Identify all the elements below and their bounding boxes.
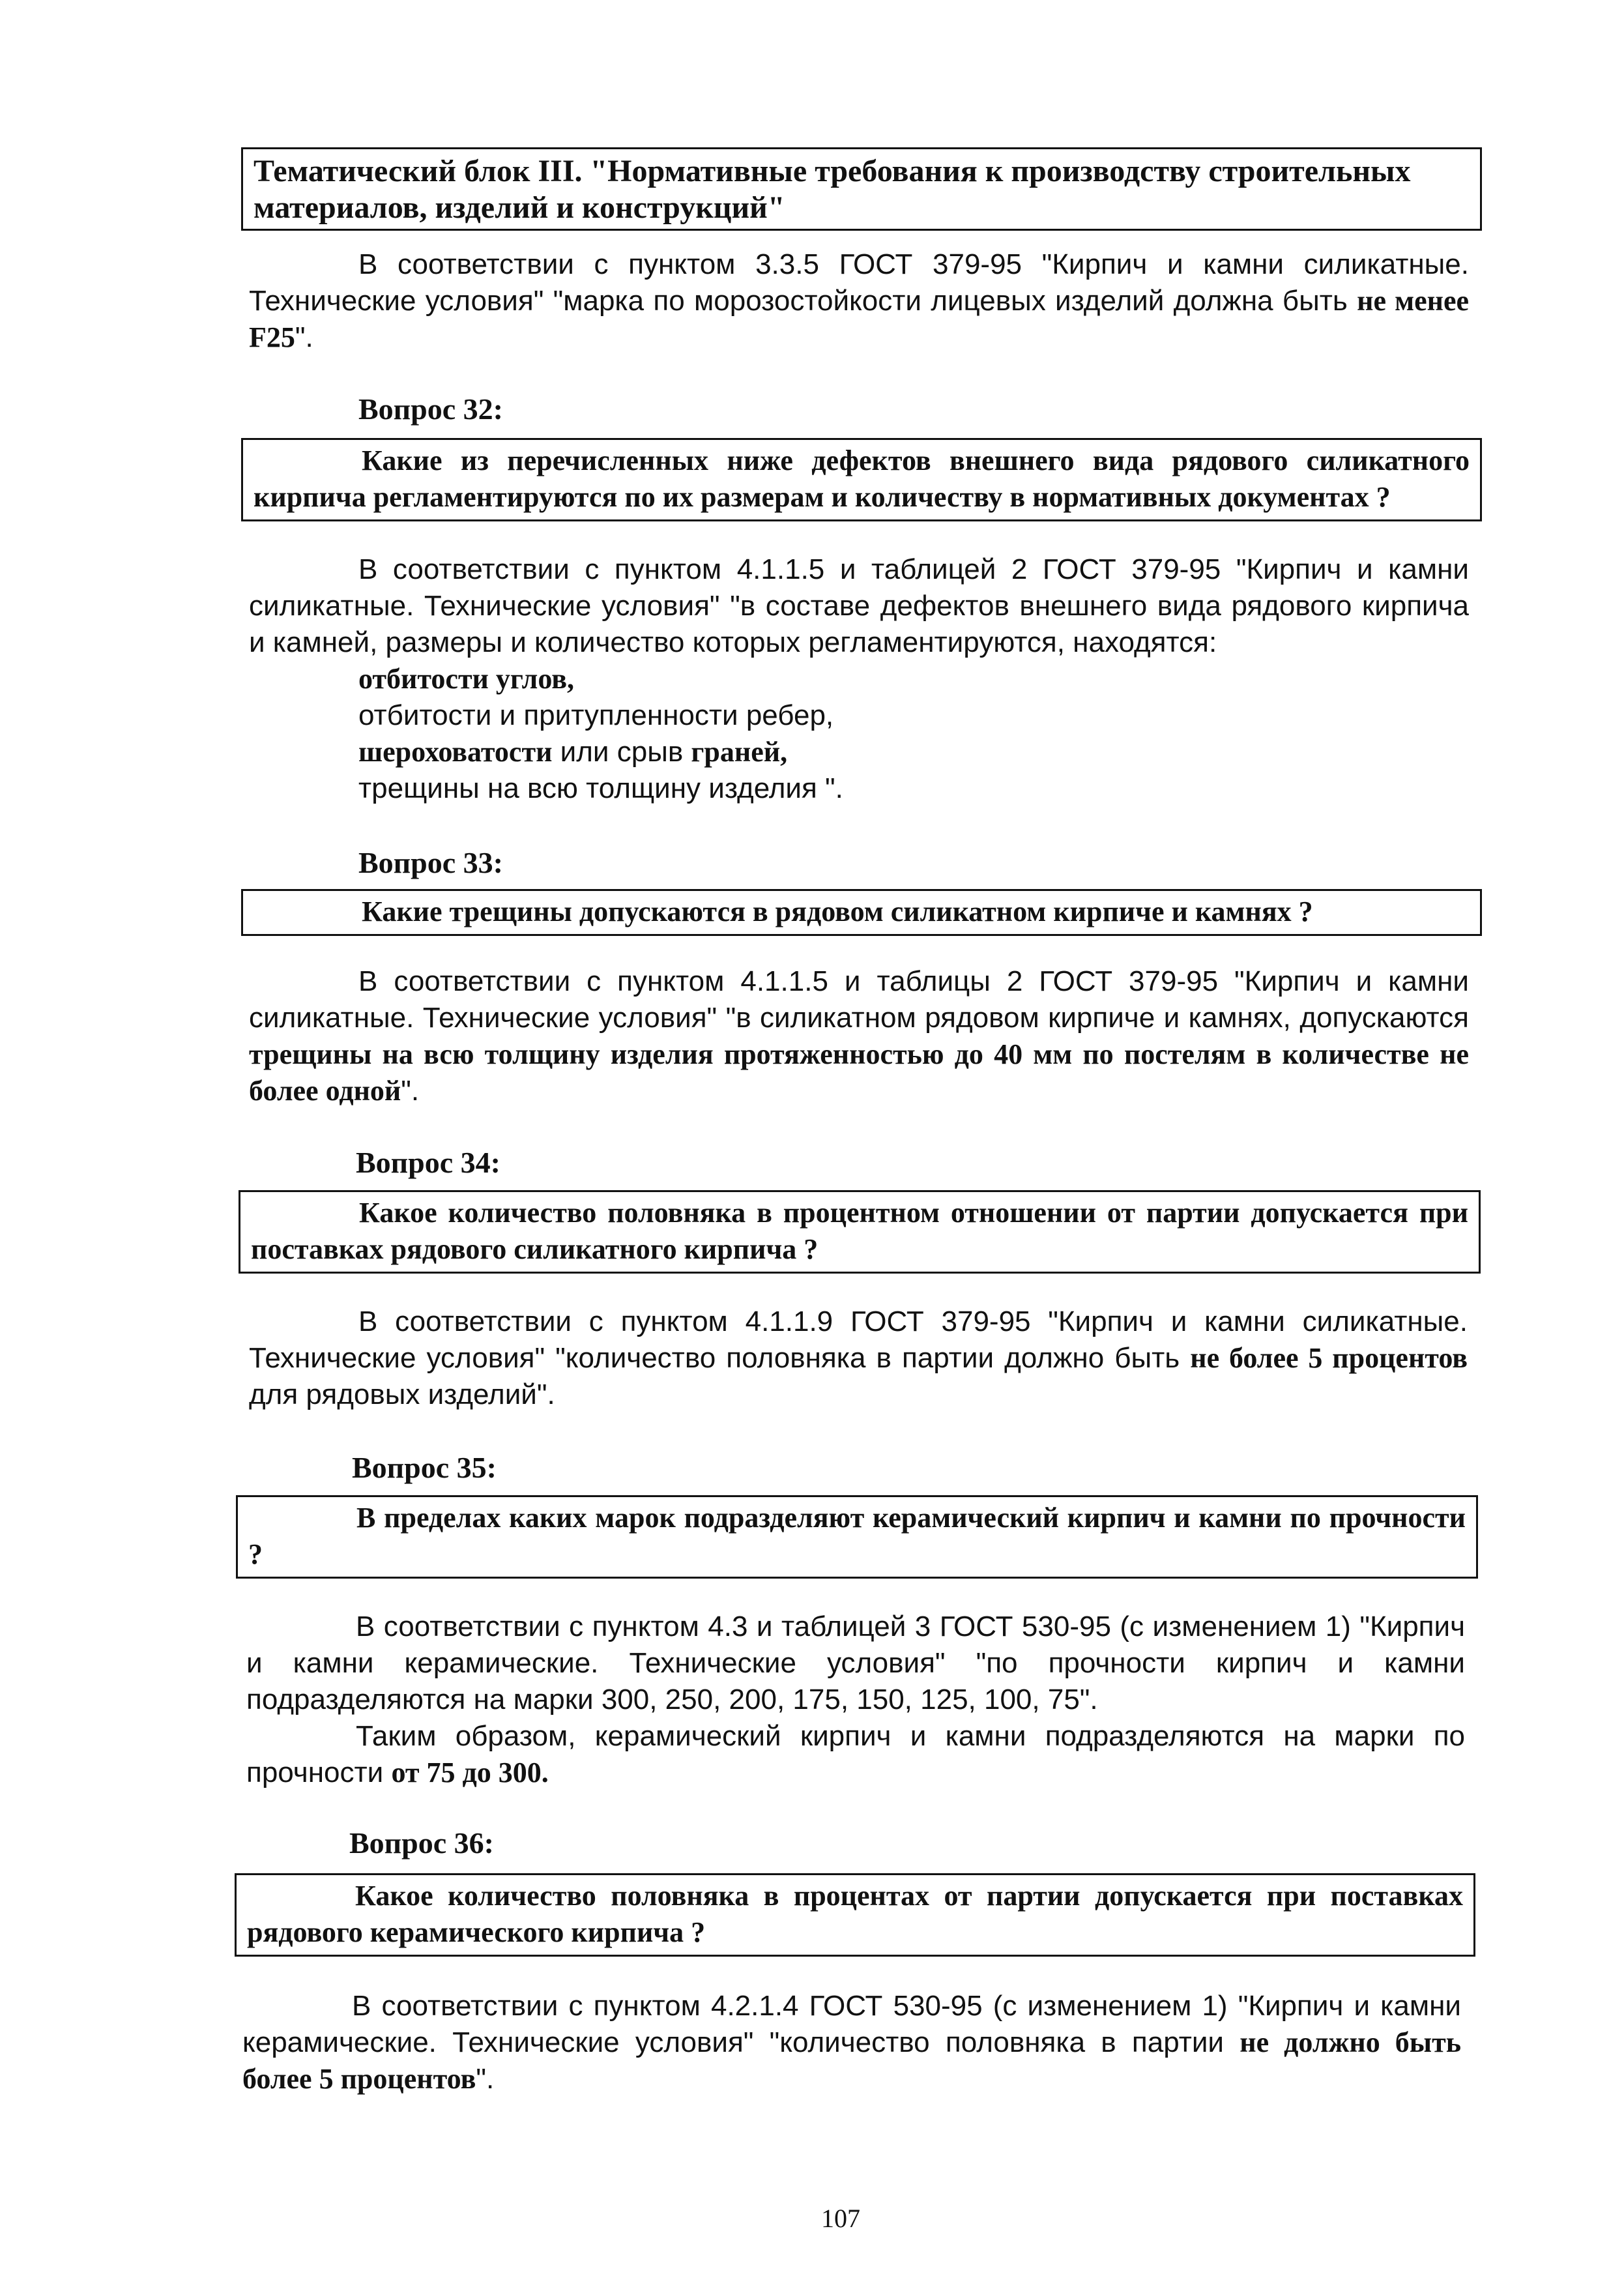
q36-answer-bold: не должно быть более 5 процентов: [242, 2026, 1462, 2095]
q33-answer-end: ".: [401, 1075, 420, 1107]
q36-question: Какое количество половняка в процентах от партии допускается при поставках рядового керамического кирпича ?: [247, 1880, 1463, 1948]
q34-question-box: [239, 1190, 1481, 1274]
q34-heading: Вопрос 34:: [356, 1146, 501, 1179]
q32-list-item: отбитости и притупленности ребер,: [358, 699, 834, 731]
q34-answer: [249, 1304, 1468, 1413]
intro-paragraph: [249, 246, 1469, 356]
page-number: 107: [821, 2204, 860, 2233]
q34-answer-bold: не более 5 процентов: [1190, 1342, 1468, 1374]
q35-question-box: [236, 1495, 1478, 1579]
q32-defects-list: [358, 661, 843, 807]
q32-question-box: [241, 438, 1482, 521]
q33-answer: [249, 963, 1469, 1109]
intro-bold: не менее F25: [249, 285, 1470, 353]
q32-answer: В соответствии с пунктом 4.1.1.5 и таблицей 2 ГОСТ 379-95 "Кирпич и камни силикатные. Технические условия" "в составе дефектов внешнего вида рядового кирпича и камней, размеры и количество которых регламентируются, находятся:: [249, 553, 1469, 658]
q36-answer: [242, 1988, 1461, 2097]
q33-answer-text: В соответствии с пунктом 4.1.1.5 и таблицы 2 ГОСТ 379-95 "Кирпич и камни силикатные. Технические условия" "в силикатном рядовом кирпиче и камнях, допускаются: [249, 965, 1469, 1034]
q32-list-item: трещины на всю толщину изделия ".: [358, 772, 843, 804]
q36-answer-end: ".: [476, 2063, 495, 2095]
q33-answer-bold: трещины на всю толщину изделия протяженностью до 40 мм по постелям в количестве не более одной: [249, 1038, 1469, 1107]
q32-heading: Вопрос 32:: [358, 392, 504, 426]
q33-question-box: [241, 889, 1482, 936]
q34-answer-end: для рядовых изделий".: [249, 1379, 555, 1410]
q36-question-box: [235, 1873, 1475, 1957]
block-header-line1: Тематический блок III. "Нормативные требования к производству строительных: [254, 154, 1411, 188]
q35-answer: В соответствии с пунктом 4.3 и таблицей 3 ГОСТ 530-95 (с изменением 1) "Кирпич и камни керамические. Технические условия" "по прочности кирпич и камни подразделяются на марки 300, 250, 200, 175, 150, 125, 100, 75".: [246, 1611, 1465, 1715]
block-header-line2: материалов, изделий и конструкций": [254, 190, 785, 225]
q33-question: Какие трещины допускаются в рядовом силикатном кирпиче и камнях ?: [362, 896, 1313, 927]
intro-text: В соответствии с пунктом 3.3.5 ГОСТ 379-95 "Кирпич и камни силикатные. Технические условия" "марка по морозостойкости лицевых изделий должна быть: [249, 248, 1469, 317]
q35-conclusion-bold: от 75 до 300.: [391, 1757, 549, 1788]
q35-heading: Вопрос 35:: [352, 1451, 497, 1484]
intro-end: ".: [295, 321, 313, 353]
q32-question: Какие из перечисленных ниже дефектов внешнего вида рядового силикатного кирпича регламентируются по их размерам и количеству в нормативных документах ?: [254, 445, 1470, 513]
block-header-box: [241, 147, 1482, 231]
q35-conclusion: [246, 1718, 1465, 1791]
q33-heading: Вопрос 33:: [358, 846, 504, 879]
q35-conclusion-text: Таким образом, керамический кирпич и камни подразделяются на марки по прочности: [246, 1720, 1465, 1788]
q34-answer-text: В соответствии с пунктом 4.1.1.9 ГОСТ 379-95 "Кирпич и камни силикатные. Технические условия" "количество половняка в партии должно быть: [249, 1306, 1468, 1374]
q32-list-item: шероховатости или срыв граней,: [358, 736, 788, 768]
q32-list-item: отбитости углов,: [358, 663, 575, 695]
q35-question: В пределах каких марок подразделяют керамический кирпич и камни по прочности ?: [248, 1502, 1466, 1570]
q34-question: Какое количество половняка в процентном отношении от партии допускается при поставках рядового силикатного кирпича ?: [251, 1197, 1468, 1265]
q36-heading: Вопрос 36:: [349, 1826, 495, 1860]
q36-answer-text: В соответствии с пунктом 4.2.1.4 ГОСТ 530-95 (с изменением 1) "Кирпич и камни керамические. Технические условия" "количество половняка в партии: [242, 1990, 1461, 2058]
